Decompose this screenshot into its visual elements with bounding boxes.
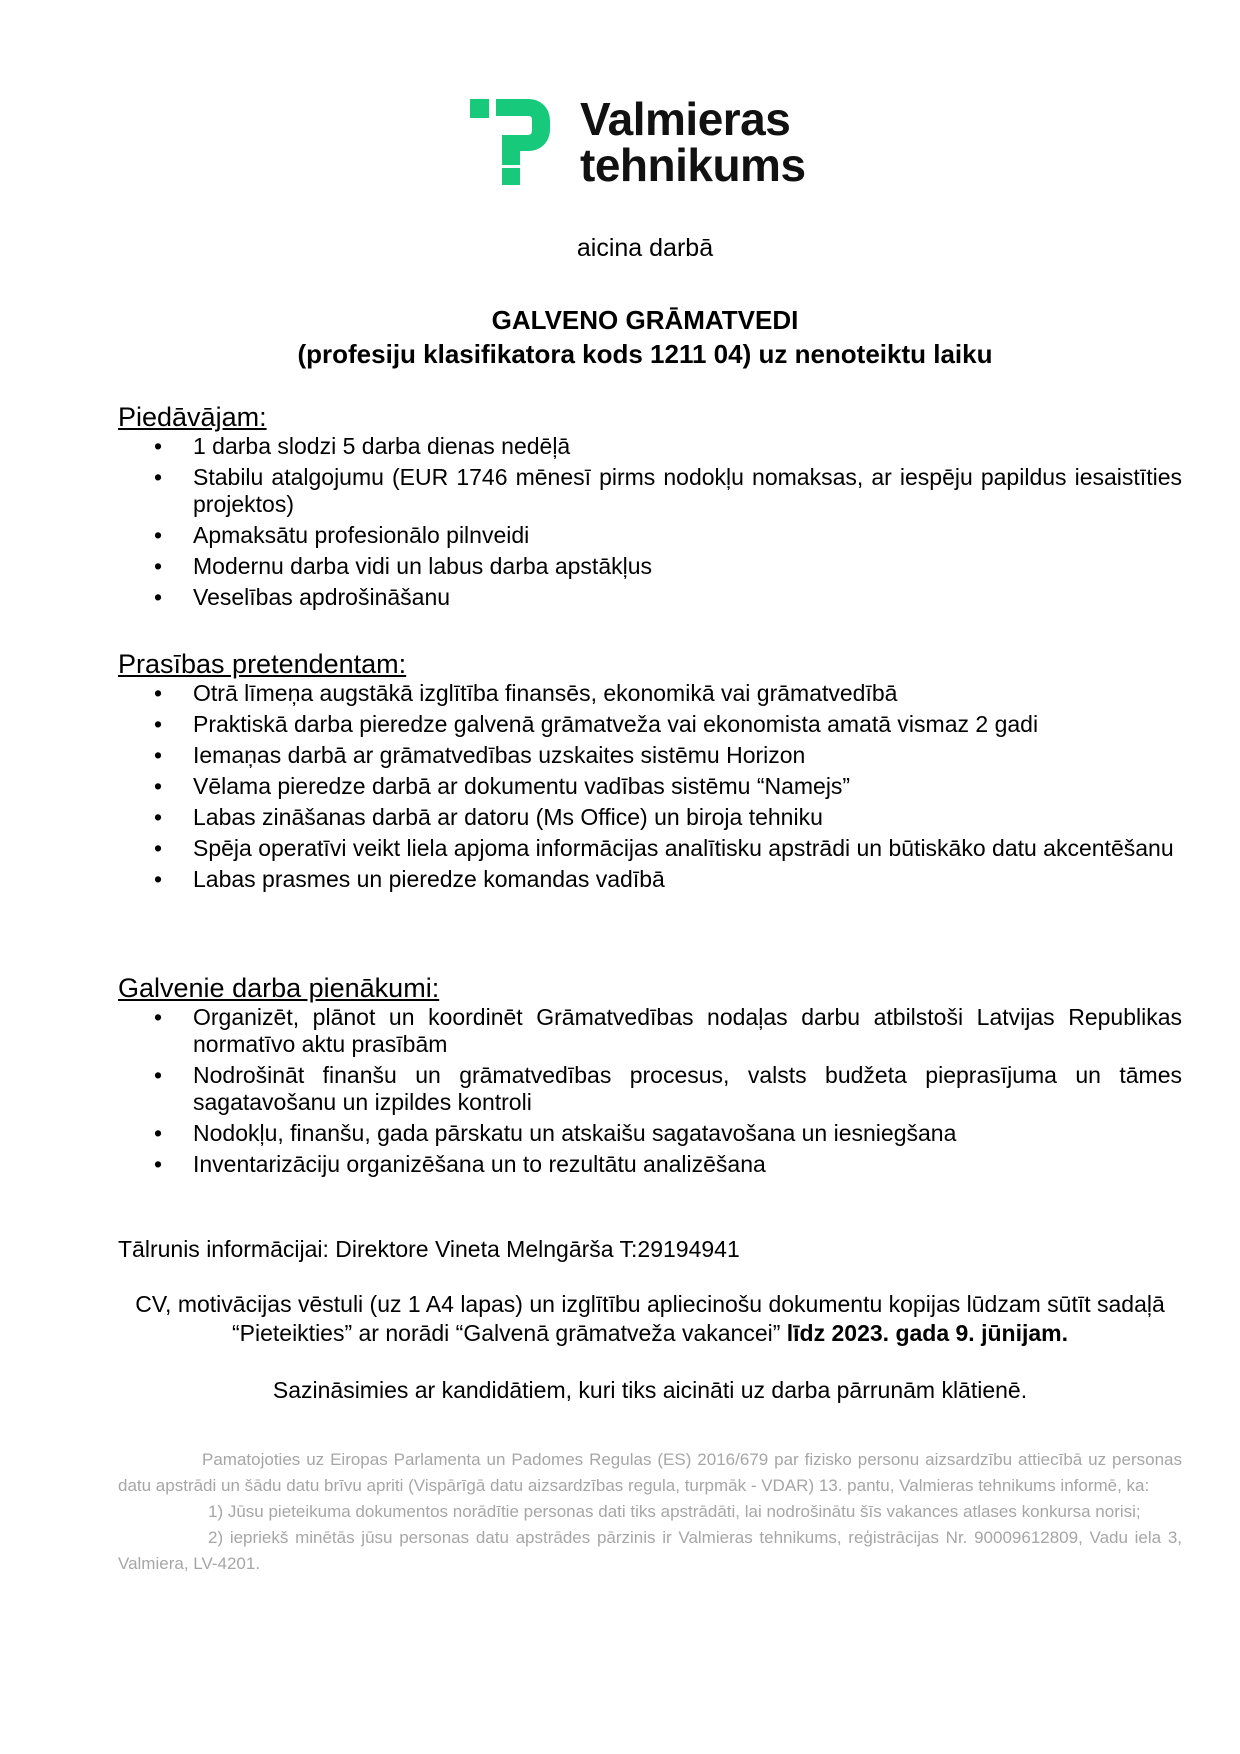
logo-line-2: tehnikums [580,139,806,191]
bullet-icon: • [154,433,163,459]
duties-section [118,972,1182,1182]
list-item: • Spēja operatīvi veikt liela apjoma informācijas analītisku apstrādi un būtiskāko datu akcentēšanu [154,835,1174,861]
list-item: • Iemaņas darbā ar grāmatvedības uzskaites sistēmu Horizon [154,742,806,768]
bullet-icon: • [154,584,163,610]
list-item: • Modernu darba vidi un labus darba apstākļus [154,553,653,579]
bullet-icon: • [154,1151,163,1177]
bullet-icon: • [154,464,163,490]
list-item: • Organizēt, plānot un koordinēt Grāmatvedības nodaļas darbu atbilstoši Latvijas Republikas normatīvo aktu prasībām [154,1004,1182,1057]
list-item: • 1 darba slodzi 5 darba dienas nedēļā [154,433,571,459]
gdpr-point-2: 2) iepriekš minētās jūsu personas datu apstrādes pārzinis ir Valmieras tehnikums, reģistrācijas Nr. 90009612809, Vadu iela 3, Valmiera, LV-4201. [118,1528,1182,1573]
list-item: • Apmaksātu profesionālo pilnveidi [154,522,530,548]
notify-text: Sazināsimies ar kandidātiem, kuri tiks aicināti uz darba pārrunām klātienē. [272,1377,1028,1403]
logo [470,93,830,196]
bullet-icon: • [154,1062,163,1088]
bullet-icon: • [154,742,163,768]
bullet-icon: • [154,680,163,706]
list-item: • Labas prasmes un pieredze komandas vadībā [154,866,665,892]
bullet-icon: • [154,804,163,830]
list-item: • Praktiskā darba pieredze galvenā grāmatveža vai ekonomista amatā vismaz 2 gadi [154,711,1039,737]
requirements-section [118,648,1182,897]
job-title-line-2: (profesiju klasifikatora kods 1211 04) uz nenoteiktu laiku [297,339,993,369]
valmieras-tehnikums-logo-icon [470,99,550,185]
list-item: • Veselības apdrošināšanu [154,584,451,610]
list-item: • Stabilu atalgojumu (EUR 1746 mēnesī pirms nodokļu nomaksas, ar iespēju papildus iesaistīties projektos) [154,464,1182,517]
offer-heading: Piedāvājam: [118,402,267,432]
list-item: • Otrā līmeņa augstākā izglītība finansēs, ekonomikā vai grāmatvedībā [154,680,898,706]
list-item: • Nodrošināt finanšu un grāmatvedības procesus, valsts budžeta pieprasījuma un tāmes sagatavošanu un izpildes kontroli [154,1062,1182,1115]
cv-deadline: līdz 2023. gada 9. jūnijam. [786,1320,1068,1346]
bullet-icon: • [154,835,163,861]
bullet-icon: • [154,553,163,579]
list-item: • Labas zināšanas darbā ar datoru (Ms Office) un biroja tehniku [154,804,823,830]
list-item: • Nodokļu, finanšu, gada pārskatu un atskaišu sagatavošana un iesniegšana [154,1120,957,1146]
gdpr-intro: Pamatojoties uz Eiropas Parlamenta un Padomes Regulas (ES) 2016/679 par fizisko personu aizsardzību attiecībā uz personas datu apstrādi un šādu datu brīvu apriti (Vispārīgā datu aizsardzības regula, turpmāk - VDAR) 13. pantu, Valmieras tehnikums informē, ka: [118,1450,1182,1495]
bullet-icon: • [154,522,163,548]
gdpr-notice [118,1447,1182,1577]
requirements-list [118,680,1182,893]
bullet-icon: • [154,1004,163,1030]
bullet-icon: • [154,773,163,799]
bullet-icon: • [154,866,163,892]
logo-line-1: Valmieras [580,93,791,145]
job-title [0,303,1240,371]
bullet-icon: • [154,1120,163,1146]
offer-section [118,401,1182,615]
contact-info: Tālrunis informācijai: Direktore Vineta Melngārša T:29194941 [118,1236,740,1262]
requirements-heading: Prasības pretendentam: [118,649,407,679]
offer-list [118,433,1182,611]
job-title-line-1: GALVENO GRĀMATVEDI [491,305,799,335]
cv-instructions [118,1290,1182,1348]
gdpr-point-1: 1) Jūsu pieteikuma dokumentos norādītie personas dati tiks apstrādāti, lai nodrošinātu šīs vakances atlases konkursa norisi; [208,1502,1141,1521]
list-item: • Vēlama pieredze darbā ar dokumentu vadības sistēmu “Namejs” [154,773,851,799]
duties-list [118,1004,1182,1178]
invite-text: aicina darbā [576,234,714,262]
logo-wordmark [580,93,806,191]
list-item: • Inventarizāciju organizēšana un to rezultātu analizēšana [154,1151,766,1177]
cv-text: CV, motivācijas vēstuli (uz 1 A4 lapas) un izglītību apliecinošu dokumentu kopijas lūdzam sūtīt sadaļā “Pieteikties” ar norādi “Galvenā grāmatveža vakancei” [135,1291,1165,1346]
bullet-icon: • [154,711,163,737]
duties-heading: Galvenie darba pienākumi: [118,973,440,1003]
